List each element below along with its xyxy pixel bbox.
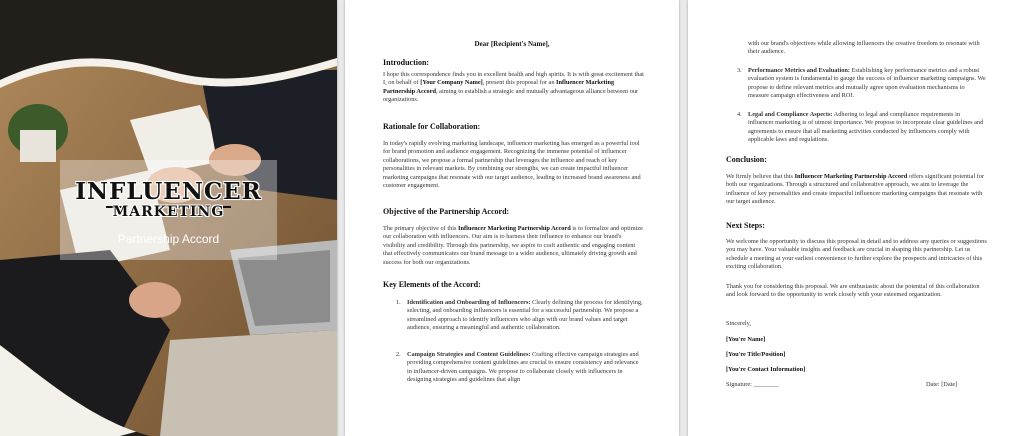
sender-title: [You're Title/Position]	[726, 351, 786, 358]
intro-paragraph: I hope this correspondence finds you in excellent health and high spirits. It is with great excitement that I, on behalf of [Your Company Name], present this proposal for an Influencer Marketing Partnership Accord, aiming to establish a strategic and mutually advantageous alliance between our organizations.	[383, 71, 644, 104]
salutation: Dear [Recipient's Name],	[474, 40, 550, 48]
document-page-3	[688, 0, 1024, 436]
document-page-2	[345, 0, 679, 436]
signature-line: Signature: ________	[726, 381, 779, 388]
sender-name: [You're Name]	[726, 336, 766, 343]
next-steps-heading: Next Steps:	[726, 221, 765, 230]
sender-contact: [You're Contact Information]	[726, 366, 806, 373]
rationale-heading: Rationale for Collaboration:	[383, 122, 481, 131]
list-item-3: 3. Performance Metrics and Evaluation: Establishing key performance metrics and a robust evaluation system is fundamental to gauge the success of influencer marketing campaigns. We propose to define relevant metrics and mutually agree upon evaluation mechanisms to measure campaign effectiveness and ROI.	[737, 67, 986, 100]
cover-title-line1: INFLUENCER	[75, 178, 262, 205]
objective-paragraph: The primary objective of this Influencer Marketing Partnership Accord is to formalize and optimize our collaboration with influencers. Our aim is to harness their influence to enhance our brand's visibility and credibility. Through this partnership, we aspire to craft authentic and engaging content that effectively communicates our brand message to a wider audience, ultimately driving growth and success for both our organizations.	[383, 225, 643, 266]
list-item-4: 4. Legal and Compliance Aspects: Adhering to legal and compliance requirements in influencer marketing is of utmost importance. We propose to incorporate clear guidelines and agreements to ensure that all marketing activities conducted by influencers comply with applicable laws and regulations.	[737, 111, 984, 144]
conclusion-paragraph: We firmly believe that this Influencer Marketing Partnership Accord offers significant potential for both our organizations. Through a structured and collaborative approach, we aim to leverage the influence of key personalities and create impactful influencer marketing campaigns that resonate with our target audience.	[726, 173, 985, 206]
list-item-1: 1. Identification and Onboarding of Influencers: Clearly defining the process for identifying, selecting, and onboarding influencers is essential for a successful partnership. We propose a streamlined approach to identify influencers who align with our brand values and target audience, ensuring a meaningful and authentic collaboration.	[396, 299, 643, 332]
date-line: Date: [Date]	[926, 381, 958, 388]
conclusion-heading: Conclusion:	[726, 155, 767, 164]
rationale-paragraph: In today's rapidly evolving marketing landscape, influencer marketing has emerged as a powerful tool for brand promotion and audience engagement. Recognizing the immense potential of influencer collaborations, we propose a formal partnership that leverages the influence and reach of key personalities in relevant markets. By combining our strengths, we can create impactful influencer marketing campaigns that resonate with our target audience, leading to increased brand awareness and customer engagement.	[383, 140, 641, 190]
objective-heading: Objective of the Partnership Accord:	[383, 207, 510, 216]
next-steps-paragraph: We welcome the opportunity to discuss this proposal in detail and to address any queries or suggestions you may have. Your valuable insights and feedback are crucial in shaping this partnership. Let us schedule a meeting at your earliest convenience to further explore the prospects and intricacies of this exciting collaboration.	[726, 238, 987, 271]
cover-title-line2: MARKETING	[112, 204, 225, 220]
key-elements-heading: Key Elements of the Accord:	[383, 280, 481, 289]
closing-sincerely: Sincerely,	[726, 320, 751, 327]
cover-page	[0, 0, 337, 436]
thanks-paragraph: Thank you for considering this proposal. We are enthusiastic about the potential of this collaboration and look forward to the opportunity to work closely with your esteemed organization.	[726, 283, 980, 299]
intro-heading: Introduction:	[383, 58, 430, 67]
list-item-2: 2. Campaign Strategies and Content Guidelines: Crafting effective campaign strategies and providing comprehensive content guidelines are crucial to ensure consistency and relevance in influencer-driven campaigns. We propose to collaborate closely with influencers in designing strategies and guidelines that align	[396, 351, 639, 384]
list-item-2-continued: with our brand's objectives while allowing influencers the creative freedom to resonate with their audience.	[748, 40, 980, 56]
cover-subtitle: Partnership Accord	[117, 232, 220, 246]
